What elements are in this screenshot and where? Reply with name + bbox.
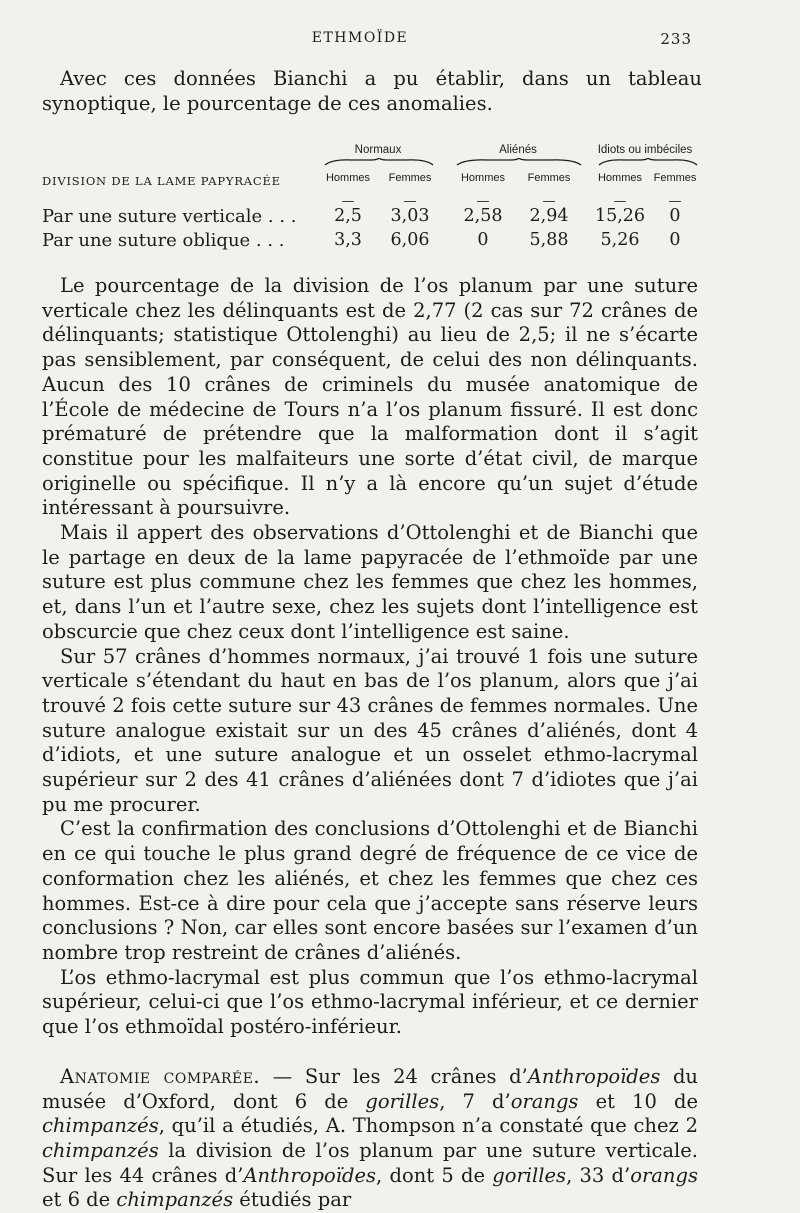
section-heading: Anatomie comparée. xyxy=(60,1064,261,1088)
table-cell: 2,94 xyxy=(529,206,569,226)
table-cell: 2,5 xyxy=(334,206,362,226)
paragraph: Mais il appert des observations d’Ottolenghi et de Bianchi que le partage en deux de la lame papyracée de l’ethmoïde par une suture est plus commune chez les femmes que chez les hommes, et, dans l’un et l’autre sexe, chez les sujets dont l’intelligence est obscurcie que chez ceux dont l’intelligence est saine. xyxy=(42,521,698,643)
table-cell: 2,58 xyxy=(463,206,503,226)
col-dash: — xyxy=(341,194,355,209)
table-cell: 5,26 xyxy=(600,230,640,250)
brace-idiots xyxy=(598,158,698,166)
group-alienes: Aliénés xyxy=(499,144,537,156)
row-label-verticale: Par une suture verticale . . . xyxy=(42,206,297,227)
page-number: 233 xyxy=(660,30,692,48)
table-cell: 15,26 xyxy=(594,206,646,226)
synoptic-table xyxy=(42,144,698,254)
col-dash: — xyxy=(668,194,682,209)
col-dash: — xyxy=(542,194,556,209)
col-dash: — xyxy=(403,194,417,209)
col-dash: — xyxy=(476,194,490,209)
paragraph: Sur 57 crânes d’hommes normaux, j’ai trouvé 1 fois une suture verticale s’étendant du haut en bas de l’os planum, alors que j’ai trouvé 2 fois cette suture sur 43 crânes de femmes normales. Une suture analogue existait sur un des 45 crânes d’aliénés, dont 4 d’idiots, et une suture analogue et un osselet ethmo-lacrymal supérieur sur 2 des 41 crânes d’aliénées dont 7 d’idiotes que j’ai pu me procurer. xyxy=(42,644,698,816)
running-head xyxy=(0,30,800,54)
section-gap xyxy=(42,1040,698,1065)
table-cell: 6,06 xyxy=(390,230,430,250)
table-cell: 5,88 xyxy=(529,230,569,250)
row-header: DIVISION DE LA LAME PAPYRACÉE xyxy=(42,174,281,188)
row-label-oblique: Par une suture oblique . . . xyxy=(42,230,285,251)
paragraph: Le pourcentage de la division de l’os planum par une suture verticale chez les délinquants est de 2,77 (2 cas sur 72 crânes de délinquants; statistique Ottolenghi) au lieu de 2,5; il ne s’écarte pas sensiblement, par conséquent, de celui des non délinquants. Aucun des 10 crânes de criminels du musée anatomique de l’École de médecine de Tours n’a l’os planum fissuré. Il est donc prématuré de prétendre que la malformation dont il s’agit constitue pour les malfaiteurs une sorte d’état civil, de marque originelle ou spécifique. Il n’y a là encore qu’un sujet d’étude intéressant à poursuivre. xyxy=(42,274,698,520)
group-normaux: Normaux xyxy=(354,144,402,156)
col-dash: — xyxy=(613,194,627,209)
comparative-anatomy-paragraph: Anatomie comparée. — Sur les 24 crânes d’Anthropoïdes du musée d’Oxford, dont 6 de gorilles, 7 d’orangs et 10 de chimpanzés, qu’il a étudiés, A. Thompson n’a constaté que chez 2 chimpanzés la division de l’os planum par une suture verticale. Sur les 44 crânes d’Anthropoïdes, dont 5 de gorilles, 33 d’orangs et 6 de chimpanzés étudiés par xyxy=(42,1064,698,1212)
table-cell: 3,3 xyxy=(334,230,362,250)
col-header: Femmes xyxy=(388,172,432,184)
col-header: Femmes xyxy=(527,172,571,184)
table-cell: 0 xyxy=(669,206,681,226)
col-header: Hommes xyxy=(325,172,370,184)
table-cell: 0 xyxy=(477,230,489,250)
table-cell: 0 xyxy=(669,230,681,250)
paragraph: L’os ethmo-lacrymal est plus commun que l’os ethmo-lacrymal supérieur, celui-ci que l’os ethmo-lacrymal inférieur, et ce dernier que l’os ethmoïdal postéro-inférieur. xyxy=(42,965,698,1039)
group-idiots: Idiots ou imbéciles xyxy=(597,144,693,156)
col-header: Hommes xyxy=(597,172,642,184)
running-title: ETHMOÏDE xyxy=(311,30,409,46)
table-cell: 3,03 xyxy=(390,206,430,226)
col-header: Hommes xyxy=(460,172,505,184)
col-header: Femmes xyxy=(653,172,697,184)
body-text xyxy=(42,274,698,1213)
paragraph: C’est la confirmation des conclusions d’Ottolenghi et de Bianchi en ce qui touche le plus grand degré de fréquence de ce vice de conformation chez les aliénés, et chez les femmes que chez ces hommes. Est-ce à dire pour cela que j’accepte sans réserve leurs conclusions ? Non, car elles sont encore basées sur l’examen d’un nombre trop restreint de crânes d’aliénés. xyxy=(42,817,698,964)
brace-normaux xyxy=(324,158,434,166)
brace-alienes xyxy=(456,158,582,166)
intro-paragraph: Avec ces données Bianchi a pu établir, dans un tableau synoptique, le pourcentage de ces anomalies. xyxy=(42,67,702,115)
